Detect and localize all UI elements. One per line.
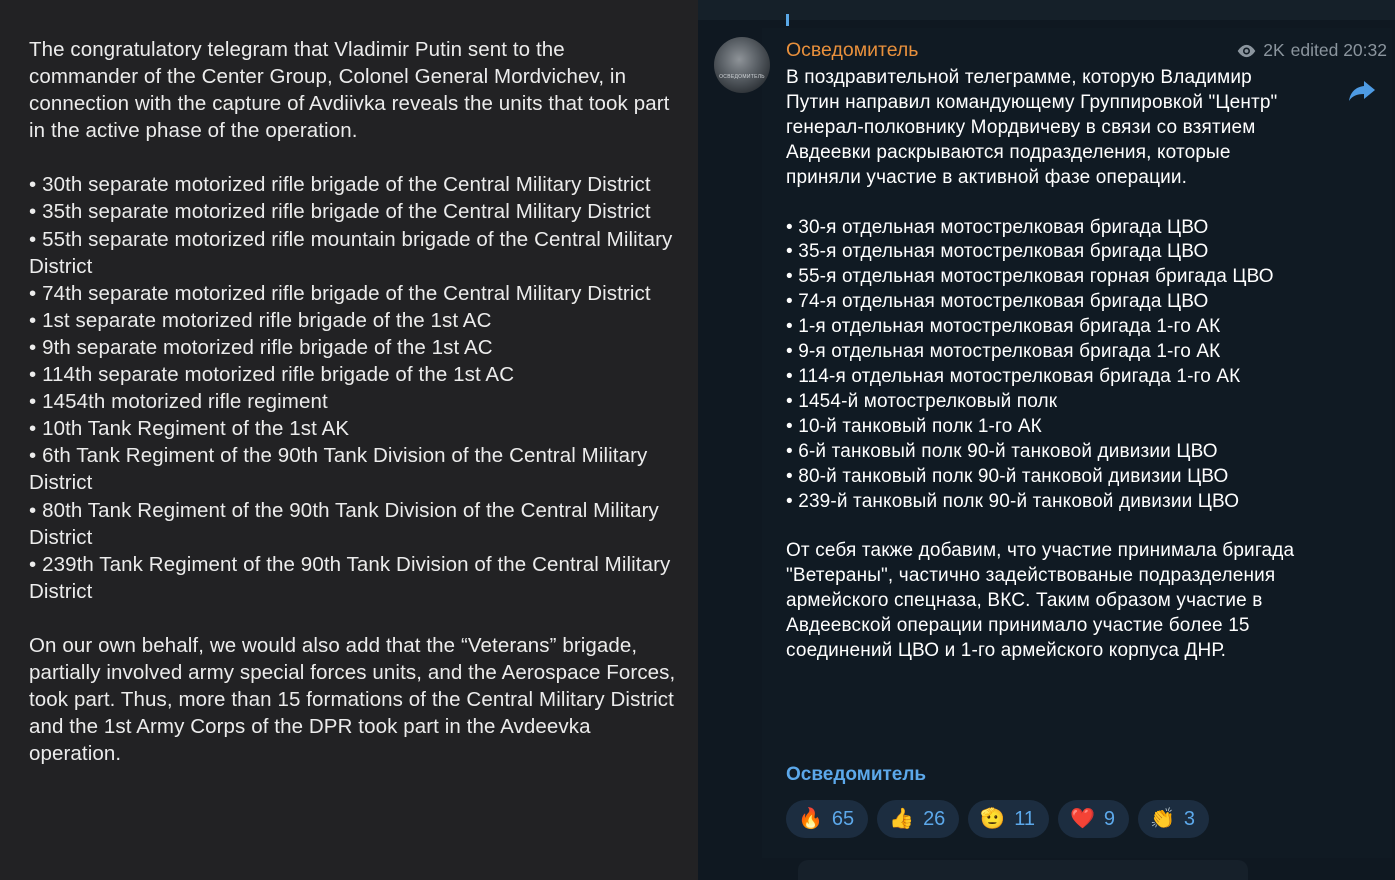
channel-avatar[interactable]: [714, 37, 770, 93]
previous-message-edge: [698, 0, 1395, 20]
paragraph-gap: [29, 144, 679, 171]
translation-unit-item: • 10th Tank Regiment of the 1st AK: [29, 417, 350, 441]
translation-unit-item: • 55th separate motorized rifle mountain brigade of the Central Military District: [29, 227, 673, 278]
paragraph-gap: [29, 605, 679, 632]
reaction-count: 65: [831, 807, 855, 830]
next-message-edge: [798, 860, 1248, 880]
message-unit-item: • 10-й танковый полк 1-го АК: [786, 415, 1042, 437]
message-unit-item: • 30-я отдельная мотострелковая бригада ЦВО: [786, 216, 1209, 238]
reaction-count: 26: [923, 807, 946, 830]
reaction-count: 9: [1103, 807, 1116, 830]
reaction-heart[interactable]: [1058, 800, 1129, 838]
reaction-count: 3: [1183, 807, 1196, 830]
fire-icon: 🔥: [798, 808, 823, 830]
thumbs-up-icon: 👍: [889, 808, 915, 830]
translation-unit-item: • 114th separate motorized rifle brigade of the 1st AC: [29, 363, 515, 387]
translation-unit-item: • 74th separate motorized rifle brigade of the Central Military District: [29, 281, 651, 305]
message-unit-item: • 80-й танковый полк 90-й танковой дивизии ЦВО: [786, 465, 1229, 487]
message-unit-item: • 1-я отдельная мотострелковая бригада 1-го АК: [786, 316, 1221, 338]
translation-intro: The congratulatory telegram that Vladimir Putin sent to the commander of the Center Group, Colonel General Mordvichev, in connection with the capture of Avdiivka reveals the units that took part in the active phase of the operation.: [29, 38, 670, 143]
salute-icon: 🫡: [980, 808, 1006, 830]
channel-signature-link[interactable]: Осведомитель: [786, 764, 927, 785]
reactions-bar: [786, 800, 1209, 838]
translation-unit-item: • 80th Tank Regiment of the 90th Tank Division of the Central Military District: [29, 498, 659, 549]
reaction-fire[interactable]: [786, 800, 868, 838]
message-unit-item: • 35-я отдельная мотострелковая бригада ЦВО: [786, 241, 1209, 263]
reaction-count: 11: [1014, 807, 1035, 830]
edited-time: edited 20:32: [1290, 40, 1387, 60]
message-unit-item: • 6-й танковый полк 90-й танковой дивизии ЦВО: [786, 440, 1218, 462]
translation-unit-item: • 30th separate motorized rifle brigade of the Central Military District: [29, 173, 651, 197]
avatar-caption: ОСВЕДОМИТЕЛЬ: [719, 74, 765, 80]
clap-icon: 👏: [1150, 808, 1175, 830]
message-unit-item: • 1454-й мотострелковый полк: [786, 390, 1058, 412]
message-unit-item: • 9-я отдельная мотострелковая бригада 1-го АК: [786, 341, 1221, 363]
heart-icon: ❤️: [1069, 808, 1095, 830]
message-unit-item: • 74-я отдельная мотострелковая бригада ЦВО: [786, 291, 1209, 313]
reaction-clap[interactable]: [1138, 800, 1209, 838]
channel-name[interactable]: Осведомитель: [786, 39, 919, 61]
translation-unit-item: • 35th separate motorized rifle brigade of the Central Military District: [29, 200, 651, 224]
message-unit-item: • 55-я отдельная мотострелковая горная бригада ЦВО: [786, 266, 1274, 288]
reaction-thumbs-up[interactable]: [877, 800, 959, 838]
message-text: [786, 66, 1306, 664]
telegram-post-panel: [698, 0, 1395, 880]
message-meta: [1236, 40, 1387, 61]
translation-unit-item: • 239th Tank Regiment of the 90th Tank Division of the Central Military District: [29, 552, 671, 603]
paragraph-gap: [786, 514, 1306, 539]
view-count: 2K: [1263, 40, 1285, 60]
reply-marker: [786, 14, 789, 26]
eye-icon: [1236, 44, 1257, 58]
paragraph-gap: [786, 191, 1306, 216]
message-outro: От себя также добавим, что участие принимала бригада "Ветераны", частично задействованые подразделения армейского спецназа, ВКС. Таким образом участие в Авдеевской операции принимало участие более 15 соединений ЦВО и 1-го армейского корпуса ДНР.: [786, 540, 1295, 662]
share-icon[interactable]: [1346, 74, 1378, 106]
reaction-salute[interactable]: [968, 800, 1049, 838]
message-unit-item: • 239-й танковый полк 90-й танковой дивизии ЦВО: [786, 490, 1240, 512]
translation-unit-item: • 1st separate motorized rifle brigade of the 1st AC: [29, 308, 492, 332]
translation-unit-item: • 1454th motorized rifle regiment: [29, 390, 328, 414]
message-intro: В поздравительной телеграмме, которую Владимир Путин направил командующему Группировкой "Центр" генерал-полковнику Мордвичеву в связи со взятием Авдеевки раскрываются подразделения, которые приняли участие в активной фазе операции.: [786, 67, 1278, 188]
translation-unit-item: • 9th separate motorized rifle brigade of the 1st AC: [29, 335, 493, 359]
translation-text: [29, 36, 679, 767]
translation-outro: On our own behalf, we would also add that the “Veterans” brigade, partially involved army special forces units, and the Aerospace Forces, took part. Thus, more than 15 formations of the Central Military District and the 1st Army Corps of the DPR took part in the Avdeevka operation.: [29, 633, 676, 766]
translation-unit-item: • 6th Tank Regiment of the 90th Tank Division of the Central Military District: [29, 444, 648, 495]
message-unit-item: • 114-я отдельная мотострелковая бригада 1-го АК: [786, 365, 1241, 387]
